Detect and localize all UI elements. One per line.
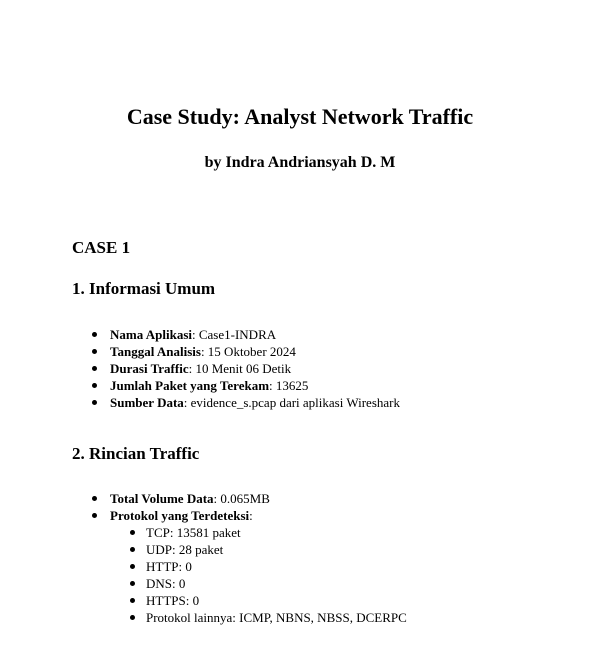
list-item-total-volume <box>72 490 407 507</box>
author-line: by Indra Andriansyah D. M <box>204 154 396 171</box>
item-value: : 13625 <box>269 378 309 393</box>
page-title: Case Study: Analyst Network Traffic <box>126 104 474 129</box>
section-heading-informasi-umum: 1. Informasi Umum <box>72 279 216 298</box>
item-label: Protokol yang Terdeteksi <box>110 508 250 523</box>
list-item-protokol-terdeteksi <box>72 507 407 626</box>
item-value: : 0.065MB <box>213 491 270 506</box>
item-value: : evidence_s.pcap dari aplikasi Wireshark <box>183 395 400 410</box>
item-label: Sumber Data <box>110 395 184 410</box>
list-item-jumlah-paket <box>72 377 400 394</box>
protocol-item-lainnya: Protokol lainnya: ICMP, NBNS, NBSS, DCERPC <box>110 609 407 626</box>
item-label: Jumlah Paket yang Terekam <box>110 378 270 393</box>
informasi-umum-list <box>72 326 400 411</box>
case-heading: CASE 1 <box>72 238 131 257</box>
item-value: : 15 Oktober 2024 <box>200 344 296 359</box>
list-item-sumber-data <box>72 394 400 411</box>
protocol-item-dns: DNS: 0 <box>110 575 407 592</box>
rincian-traffic-list <box>72 490 407 626</box>
item-label: Tanggal Analisis <box>110 344 201 359</box>
list-item-durasi-traffic <box>72 360 400 377</box>
section-heading-rincian-traffic: 2. Rincian Traffic <box>72 444 200 463</box>
item-label: Nama Aplikasi <box>110 327 192 342</box>
item-label: Total Volume Data <box>110 491 214 506</box>
protocol-item-tcp: TCP: 13581 paket <box>110 524 407 541</box>
item-value: : 10 Menit 06 Detik <box>188 361 292 376</box>
item-label: Durasi Traffic <box>110 361 189 376</box>
item-value: : <box>249 508 253 523</box>
protocol-item-udp: UDP: 28 paket <box>110 541 407 558</box>
item-value: : Case1-INDRA <box>192 327 277 342</box>
protocol-sublist <box>110 524 407 626</box>
list-item-nama-aplikasi <box>72 326 400 343</box>
protocol-item-https: HTTPS: 0 <box>110 592 407 609</box>
protocol-item-http: HTTP: 0 <box>110 558 407 575</box>
list-item-tanggal-analisis <box>72 343 400 360</box>
